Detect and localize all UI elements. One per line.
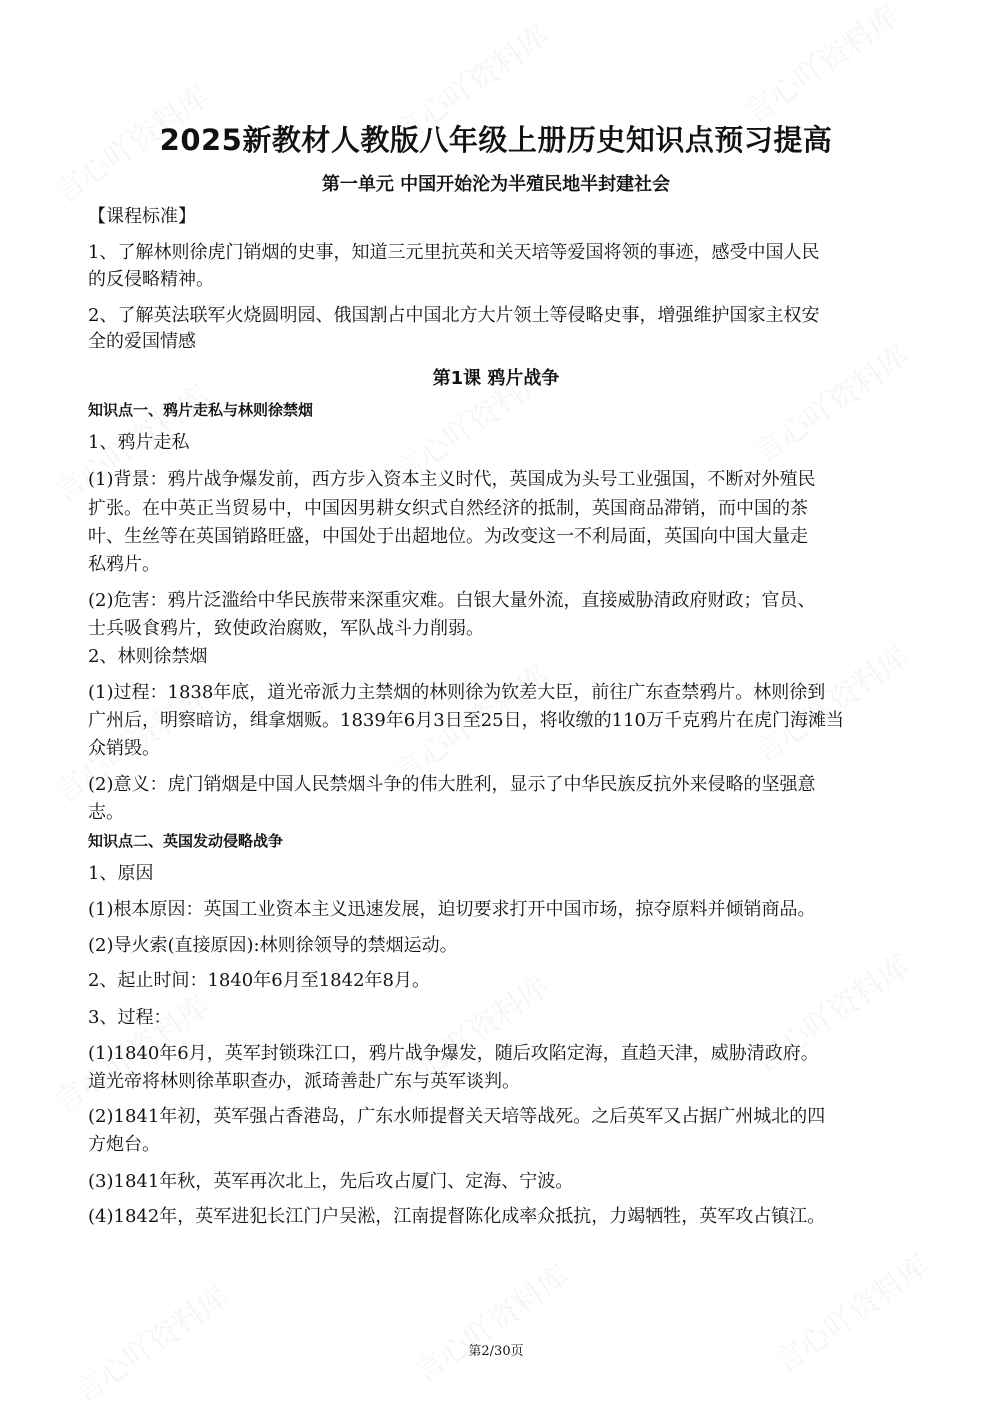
paragraph-line: 道光帝将林则徐革职查办，派琦善赴广东与英军谈判。 [88, 1071, 520, 1092]
paragraph-line: 志。 [88, 802, 124, 823]
section-heading: 2、林则徐禁烟 [88, 646, 208, 667]
paragraph-line: 叶、生丝等在英国销路旺盛，中国处于出超地位。为改变这一不利局面，英国向中国大量走 [88, 526, 808, 547]
knowledge-point-heading: 知识点一、鸦片走私与林则徐禁烟 [88, 401, 314, 419]
paragraph-line: (4)1842年，英军进犯长江门户吴淞，江南提督陈化成率众抵抗，力竭牺牲，英军攻占镇江。 [88, 1206, 826, 1227]
paragraph-line: 私鸦片。 [88, 554, 160, 575]
paragraph-line: (2)导火索(直接原因):林则徐领导的禁烟运动。 [88, 935, 458, 956]
paragraph-line: (3)1841年秋，英军再次北上，先后攻占厦门、定海、宁波。 [88, 1171, 574, 1192]
paragraph-line: (1)根本原因：英国工业资本主义迅速发展，迫切要求打开中国市场，掠夺原料并倾销商品。 [88, 899, 816, 920]
paragraph-line: 扩张。在中英正当贸易中，中国因男耕女织式自然经济的抵制，英国商品滞销，而中国的茶 [88, 498, 808, 519]
paragraph-line: 士兵吸食鸦片，致使政治腐败，军队战斗力削弱。 [88, 618, 484, 639]
paragraph-line: 广州后，明察暗访，缉拿烟贩。1839年6月3日至25日，将收缴的110万千克鸦片在虎门海滩当 [88, 710, 844, 731]
lesson-title: 第1课 鸦片战争 [432, 368, 560, 389]
watermark [744, 332, 917, 471]
standard-heading: 【课程标准】 [88, 206, 196, 227]
standard-1-line: 1、了解林则徐虎门销烟的史事，知道三元里抗英和关天培等爱国将领的事迹，感受中国人民 [88, 242, 820, 263]
paragraph-line: (1)过程：1838年底，道光帝派力主禁烟的林则徐为钦差大臣，前往广东查禁鸦片。林则徐到 [88, 682, 826, 703]
page-number: 第2/30页 [468, 1344, 524, 1359]
paragraph-line: (1)1840年6月，英军封锁珠江口，鸦片战争爆发，随后攻陷定海，直趋天津，威胁清政府。 [88, 1043, 819, 1064]
paragraph-line: (2)危害：鸦片泛滥给中华民族带来深重灾难。白银大量外流，直接威胁清政府财政；官员、 [88, 590, 816, 611]
document-title: 2025新教材人教版八年级上册历史知识点预习提高 [159, 123, 833, 157]
standard-2-line: 2、了解英法联军火烧圆明园、俄国割占中国北方大片领土等侵略史事，增强维护国家主权安 [88, 305, 820, 326]
watermark [734, 0, 907, 132]
section-heading: 2、起止时间：1840年6月至1842年8月。 [88, 970, 430, 991]
knowledge-point-heading: 知识点二、英国发动侵略战争 [88, 832, 284, 850]
paragraph-line: 方炮台。 [88, 1134, 160, 1155]
paragraph-line: (2)1841年初，英军强占香港岛，广东水师提督关天培等战死。之后英军又占据广州城北的四 [88, 1106, 826, 1127]
paragraph-line: (2)意义：虎门销烟是中国人民禁烟斗争的伟大胜利，显示了中华民族反抗外来侵略的坚强意 [88, 774, 816, 795]
section-heading: 1、原因 [88, 863, 154, 884]
section-heading: 3、过程： [88, 1007, 172, 1028]
standard-2-line: 全的爱国情感 [88, 331, 196, 352]
standard-1-line: 的反侵略精神。 [88, 269, 214, 290]
paragraph-line: 众销毁。 [88, 738, 160, 759]
section-heading: 1、鸦片走私 [88, 432, 190, 453]
unit-title: 第一单元 中国开始沦为半殖民地半封建社会 [321, 174, 671, 195]
paragraph-line: (1)背景：鸦片战争爆发前，西方步入资本主义时代，英国成为头号工业强国，不断对外殖民 [88, 469, 816, 490]
watermark [404, 1252, 577, 1391]
